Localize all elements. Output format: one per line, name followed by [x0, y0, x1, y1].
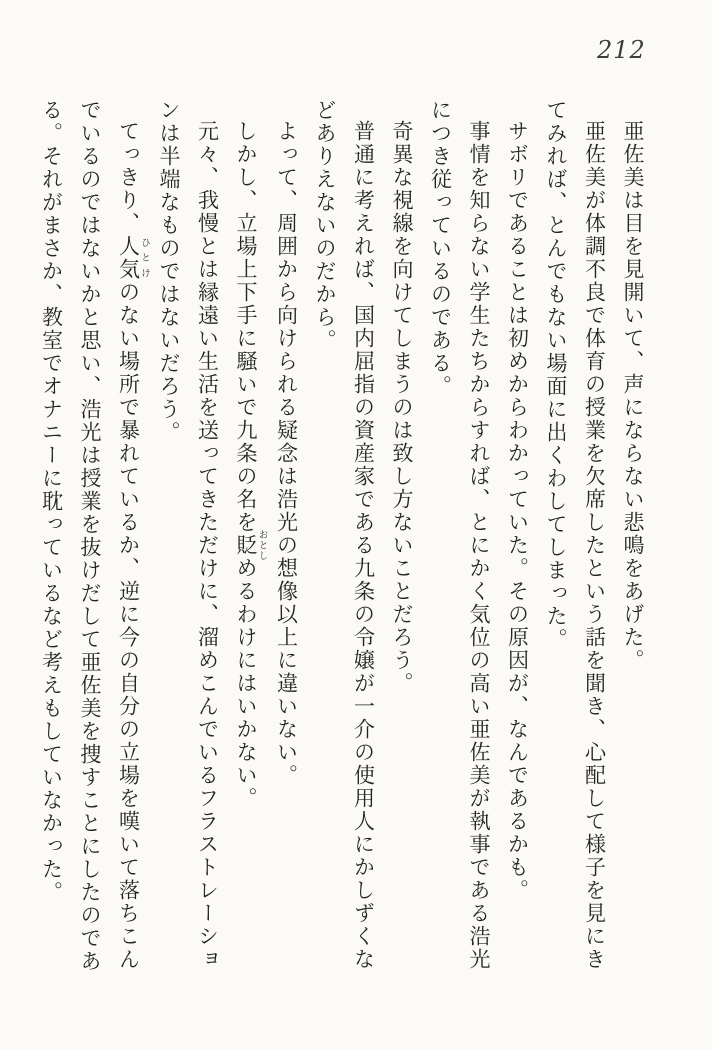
- paragraph: 亜佐美は目を見開いて、声にならない悲鳴をあげた。: [621, 120, 645, 672]
- paragraph: サボリであることは初めからわかっていた。その原因が、なんであるかも。: [505, 120, 530, 902]
- paragraph: 亜佐美が体調不良で体育の授業を欠席したという話を聞き、心配して様子を見にきてみれば、とんでもない場面に出くわしてしまった。: [544, 99, 607, 971]
- paragraph: よって、周囲から向けられる疑念は浩光の想像以上に違いない。: [274, 120, 299, 787]
- furigana: ひとけ: [139, 235, 150, 281]
- novel-text: [32, 99, 652, 977]
- paragraph: 奇異な視線を向けてしまうのは致し方ないことだろう。: [390, 120, 414, 695]
- paragraph: 事情を知らない学生たちからすれば、とにかく気位の高い亜佐美が執事である浩光につき従っているのである。: [428, 99, 491, 971]
- ruby-annotated-word: 貶おとし: [234, 529, 268, 562]
- paragraph: 元々、我慢とは縁遠い生活を送ってきただけに、溜めこんでいるフラストレーションは半端なものではないだろう。: [157, 99, 220, 971]
- paragraph: 普通に考えれば、国内屈指の資産家である九条の令嬢が一介の使用人にかしずくなどありえないのだから。: [313, 99, 376, 971]
- furigana: おとし: [256, 529, 268, 562]
- paragraph: てっきり、人気ひとけのない場所で暴れているか、逆に今の自分の立場を嘆いて落ちこんでいるのではないかと思い、浩光は授業を抜けだして亜佐美を捜すことにしたのである。それがまさか、教室でオナニーに耽っているなど考えもしていなかった。: [39, 99, 150, 973]
- paragraph: しかし、立場上下手に騒いで九条の名を貶おとしめるわけにはいかない。: [234, 120, 268, 810]
- ruby-annotated-word: 人気ひとけ: [116, 235, 150, 281]
- page-number: 212: [597, 36, 646, 64]
